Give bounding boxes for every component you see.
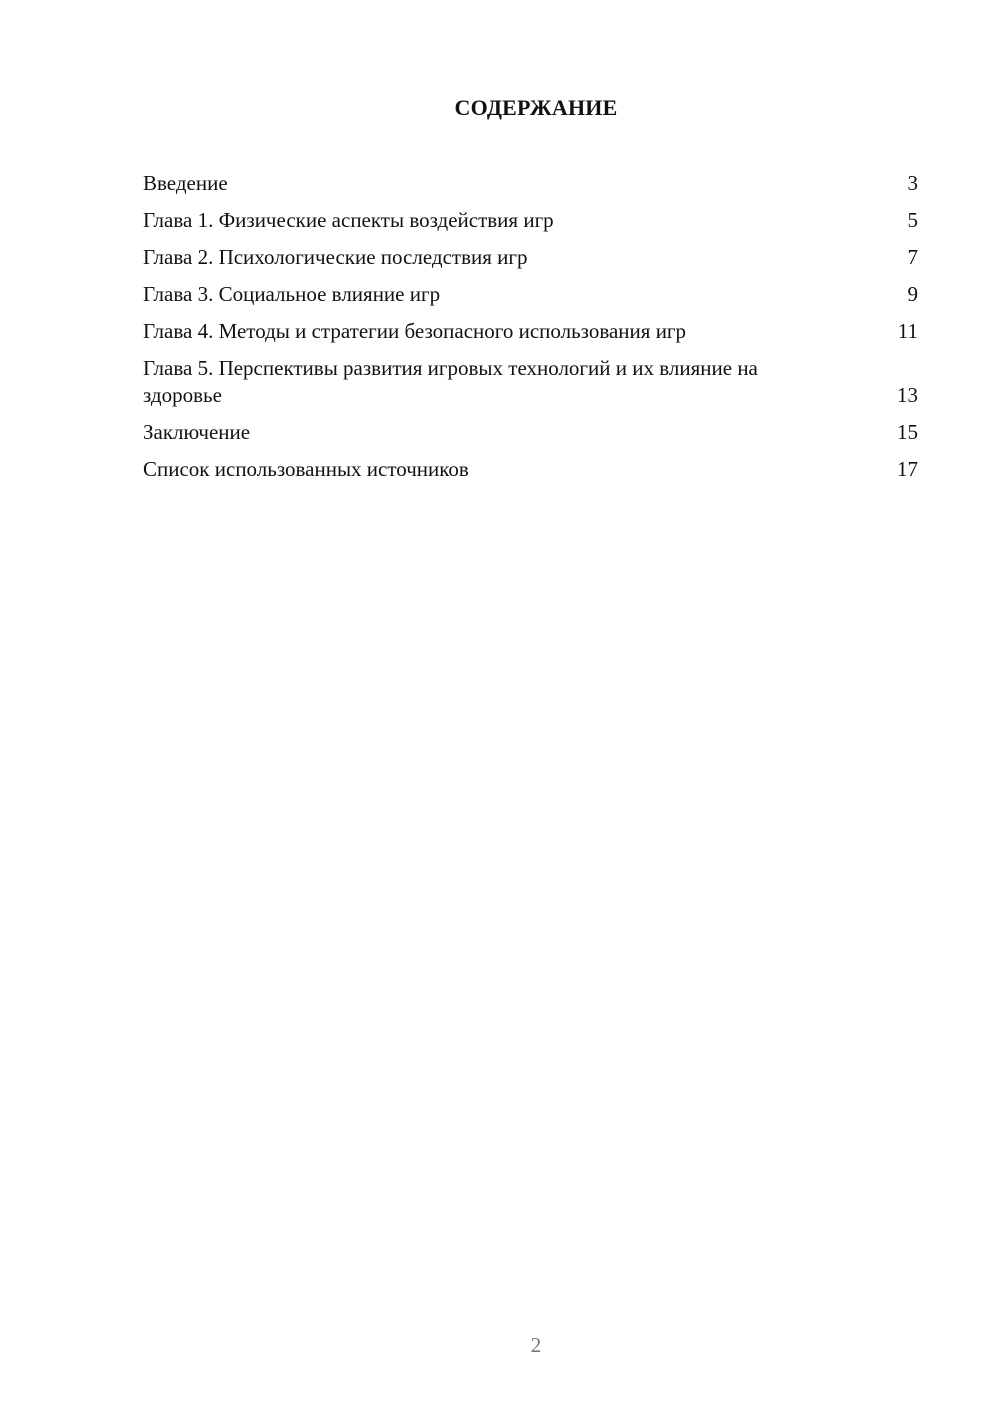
toc-entry-page: 5 [907,208,918,232]
toc-entry-title: Глава 3. Социальное влияние игр [143,282,441,306]
toc-entry-references [143,456,918,483]
toc-entry-title: Глава 4. Методы и стратегии безопасного использования игр [143,319,687,343]
toc-entry-chapter-2 [143,244,918,271]
toc-entry-title: Глава 2. Психологические последствия игр [143,245,528,269]
toc-entry-page: 13 [897,383,918,407]
toc-entry-title: Список использованных источников [143,457,469,481]
toc-entry-page: 3 [907,171,918,195]
page-title: СОДЕРЖАНИЕ [454,95,618,120]
page-number: 2 [530,1333,542,1357]
toc-entry-conclusion [143,419,918,446]
toc-entry-page: 11 [897,319,918,343]
toc-entry-chapter-3 [143,281,918,308]
toc-entry-page: 17 [897,457,918,481]
toc-entry-chapter-1 [143,207,918,234]
toc-entry-chapter-5 [143,355,918,409]
toc-entry-page: 15 [897,420,918,444]
toc-entry-title: Глава 1. Физические аспекты воздействия игр [143,208,554,232]
toc-entry-page: 9 [907,282,918,306]
toc-entry-title: Введение [143,171,228,195]
toc-entry-title: Глава 5. Перспективы развития игровых технологий и их влияние на здоровье [143,356,758,407]
toc-entry-title: Заключение [143,420,251,444]
toc-entry-chapter-4 [143,318,918,345]
toc-entry-introduction [143,170,918,197]
toc-entry-page: 7 [907,245,918,269]
table-of-contents [143,170,918,493]
